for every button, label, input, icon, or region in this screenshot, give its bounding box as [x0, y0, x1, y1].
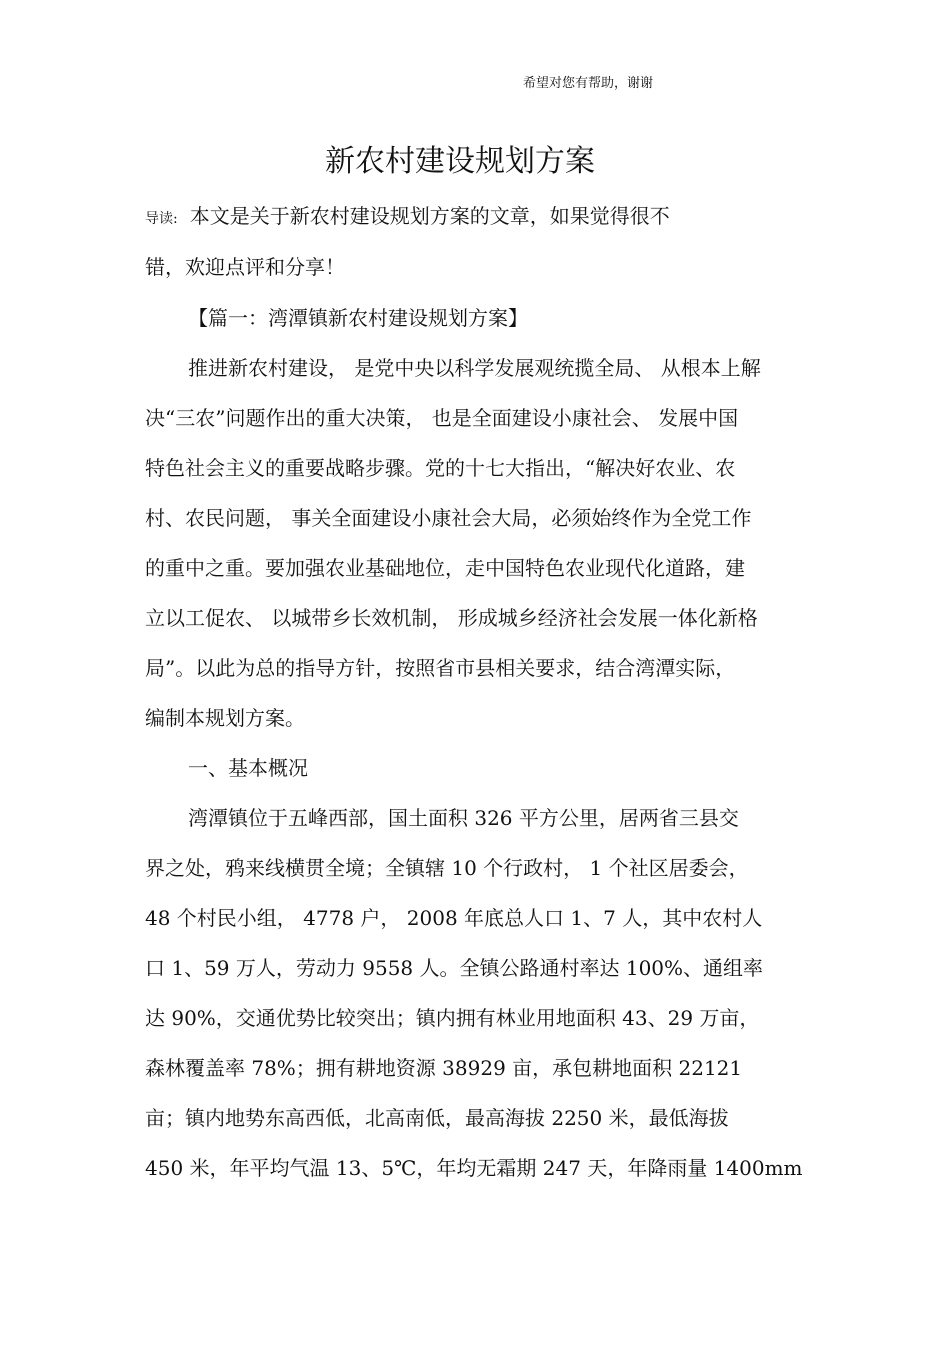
- paragraph2-line: 界之处，鸦来线横贯全境；全镇辖 10 个行政村， 1 个社区居委会，: [145, 856, 749, 880]
- paragraph2-line: 48 个村民小组， 4778 户， 2008 年底总人口 1、7 人，其中农村人: [145, 906, 763, 930]
- header-note: 希望对您有帮助，谢谢: [523, 76, 654, 91]
- paragraph2-line: 口 1、59 万人，劳动力 9558 人。全镇公路通村率达 100%、通组率: [145, 956, 764, 980]
- paragraph2-line: 湾潭镇位于五峰西部，国土面积 326 平方公里，居两省三县交: [188, 806, 739, 830]
- paragraph1-line: 编制本规划方案。: [145, 706, 305, 730]
- paragraph1-line: 特色社会主义的重要战略步骤。党的十七大指出，“解决好农业、农: [145, 456, 736, 480]
- paragraph2-line: 450 米，年平均气温 13、5℃，年均无霜期 247 天，年降雨量 1400mm: [145, 1156, 803, 1180]
- paragraph1-line: 立以工促农、 以城带乡长效机制， 形成城乡经济社会发展一体化新格: [145, 606, 758, 630]
- lead-line-2: 错，欢迎点评和分享！: [145, 255, 345, 279]
- lead-line-1: [145, 201, 670, 234]
- paragraph1-line: 村、农民问题， 事关全面建设小康社会大局，必须始终作为全党工作: [145, 506, 752, 530]
- paragraph1-line: 局”。以此为总的指导方针，按照省市县相关要求，结合湾潭实际，: [145, 656, 736, 680]
- section-heading: 【篇一：湾潭镇新农村建设规划方案】: [188, 306, 528, 330]
- lead-text-1: 本文是关于新农村建设规划方案的文章，如果觉得很不: [189, 204, 670, 228]
- paragraph1-line: 决“三农”问题作出的重大决策， 也是全面建设小康社会、 发展中国: [145, 406, 739, 430]
- paragraph2-line: 森林覆盖率 78%；拥有耕地资源 38929 亩，承包耕地面积 22121: [145, 1056, 743, 1080]
- subheading: 一、基本概况: [188, 756, 308, 780]
- paragraph2-line: 达 90%，交通优势比较突出；镇内拥有林业用地面积 43、29 万亩，: [145, 1006, 760, 1030]
- paragraph1-line: 的重中之重。要加强农业基础地位，走中国特色农业现代化道路，建: [145, 556, 745, 580]
- document-title: 新农村建设规划方案: [325, 144, 595, 179]
- paragraph2-line: 亩；镇内地势东高西低，北高南低，最高海拔 2250 米，最低海拔: [145, 1106, 729, 1130]
- lead-label: 导读:: [145, 211, 178, 227]
- paragraph1-line: 推进新农村建设， 是党中央以科学发展观统揽全局、 从根本上解: [188, 356, 761, 380]
